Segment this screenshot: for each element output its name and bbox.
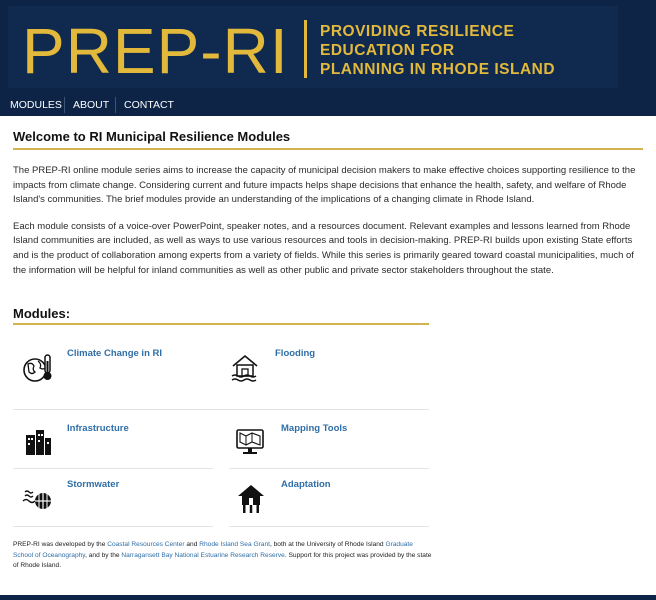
module-link-mapping-tools[interactable]: Mapping Tools — [281, 423, 348, 434]
module-link-flooding[interactable]: Flooding — [275, 348, 316, 359]
footer-link-nbnerr[interactable]: Narragansett Bay National Estuarine Research Reserve — [121, 551, 285, 559]
module-row-divider — [13, 526, 213, 527]
nav-modules[interactable]: MODULES — [10, 99, 62, 111]
storm-drain-icon[interactable] — [21, 483, 53, 513]
intro-paragraph-1: The PREP-RI online module series aims to increase the capacity of municipal decision makers to make effective choices supporting resilience to the impacts from climate change. Considering current and future impacts helps shape decisions that enhance the health, safety, and welfare of Rhode Island's communities. The brief modules provide an understanding of the implications of a changing climate in Rhode Island. — [13, 165, 636, 206]
logo-divider — [304, 20, 307, 78]
site-tagline — [320, 22, 610, 79]
main-content — [13, 128, 643, 278]
modules-rule — [13, 323, 429, 325]
module-link-infrastructure[interactable]: Infrastructure — [67, 423, 129, 434]
module-row-divider — [13, 468, 213, 469]
footer-text: , both at the University of Rhode Island — [269, 541, 386, 548]
title-rule — [13, 148, 643, 150]
footer-text: . Support for this project was provided by the state of Rhode Island. — [13, 551, 432, 569]
module-adaptation — [226, 479, 431, 537]
module-row-divider — [13, 409, 429, 410]
footer-link-ri-sea-grant[interactable]: Rhode Island Sea Grant — [199, 541, 270, 548]
footer-text: PREP-RI was developed by the — [13, 541, 108, 548]
elevated-house-icon[interactable] — [236, 483, 266, 515]
module-link-adaptation[interactable]: Adaptation — [281, 479, 331, 490]
nav-about[interactable]: ABOUT — [73, 99, 110, 111]
footer-text: , and by the — [85, 551, 122, 559]
nav-contact[interactable]: CONTACT — [124, 99, 174, 111]
map-monitor-icon[interactable] — [234, 427, 266, 457]
footer-text: and — [184, 541, 200, 548]
module-row-divider — [229, 526, 429, 527]
tagline-line-1: PROVIDING RESILIENCE — [320, 23, 515, 40]
module-row-divider — [229, 468, 429, 469]
site-logo[interactable]: PREP-RI — [22, 15, 289, 87]
module-mapping-tools — [226, 423, 431, 481]
module-link-stormwater[interactable]: Stormwater — [67, 479, 120, 490]
module-link-climate-change[interactable]: Climate Change in RI — [67, 348, 163, 359]
module-climate-change — [13, 348, 218, 406]
globe-thermometer-icon[interactable] — [21, 352, 55, 384]
footer-link-coastal-resources-center[interactable]: Coastal Resources Center — [107, 541, 185, 548]
buildings-icon[interactable] — [23, 427, 53, 457]
footer-bar — [0, 595, 656, 600]
module-infrastructure — [13, 423, 218, 481]
module-stormwater — [13, 479, 218, 537]
flooded-house-icon[interactable] — [230, 352, 260, 382]
site-header — [0, 0, 656, 94]
tagline-line-2: EDUCATION FOR — [320, 42, 455, 59]
footer-link-gso[interactable]: Graduate School of Oceanography — [13, 541, 413, 559]
intro-paragraph-2: Each module consists of a voice-over PowerPoint, speaker notes, and a resources document. Relevant examples and lessons learned from Rhode Island communities are included, as well as ways to use various resources and tools in decision-making. PREP-RI builds upon existing State efforts and is the product of collaboration among experts from a variety of fields. While this series is primarily geared toward coastal municipalities, much of the information will be helpful for inland communities as well as other public and private sector stakeholders throughout the state. — [13, 220, 634, 276]
tagline-line-3: PLANNING IN RHODE ISLAND — [320, 61, 556, 78]
footer-credits — [13, 540, 433, 572]
main-nav — [0, 94, 656, 116]
page-title: Welcome to RI Municipal Resilience Modules — [13, 129, 291, 144]
modules-heading: Modules: — [13, 306, 71, 321]
site-banner[interactable] — [8, 6, 618, 88]
module-flooding — [226, 348, 431, 406]
